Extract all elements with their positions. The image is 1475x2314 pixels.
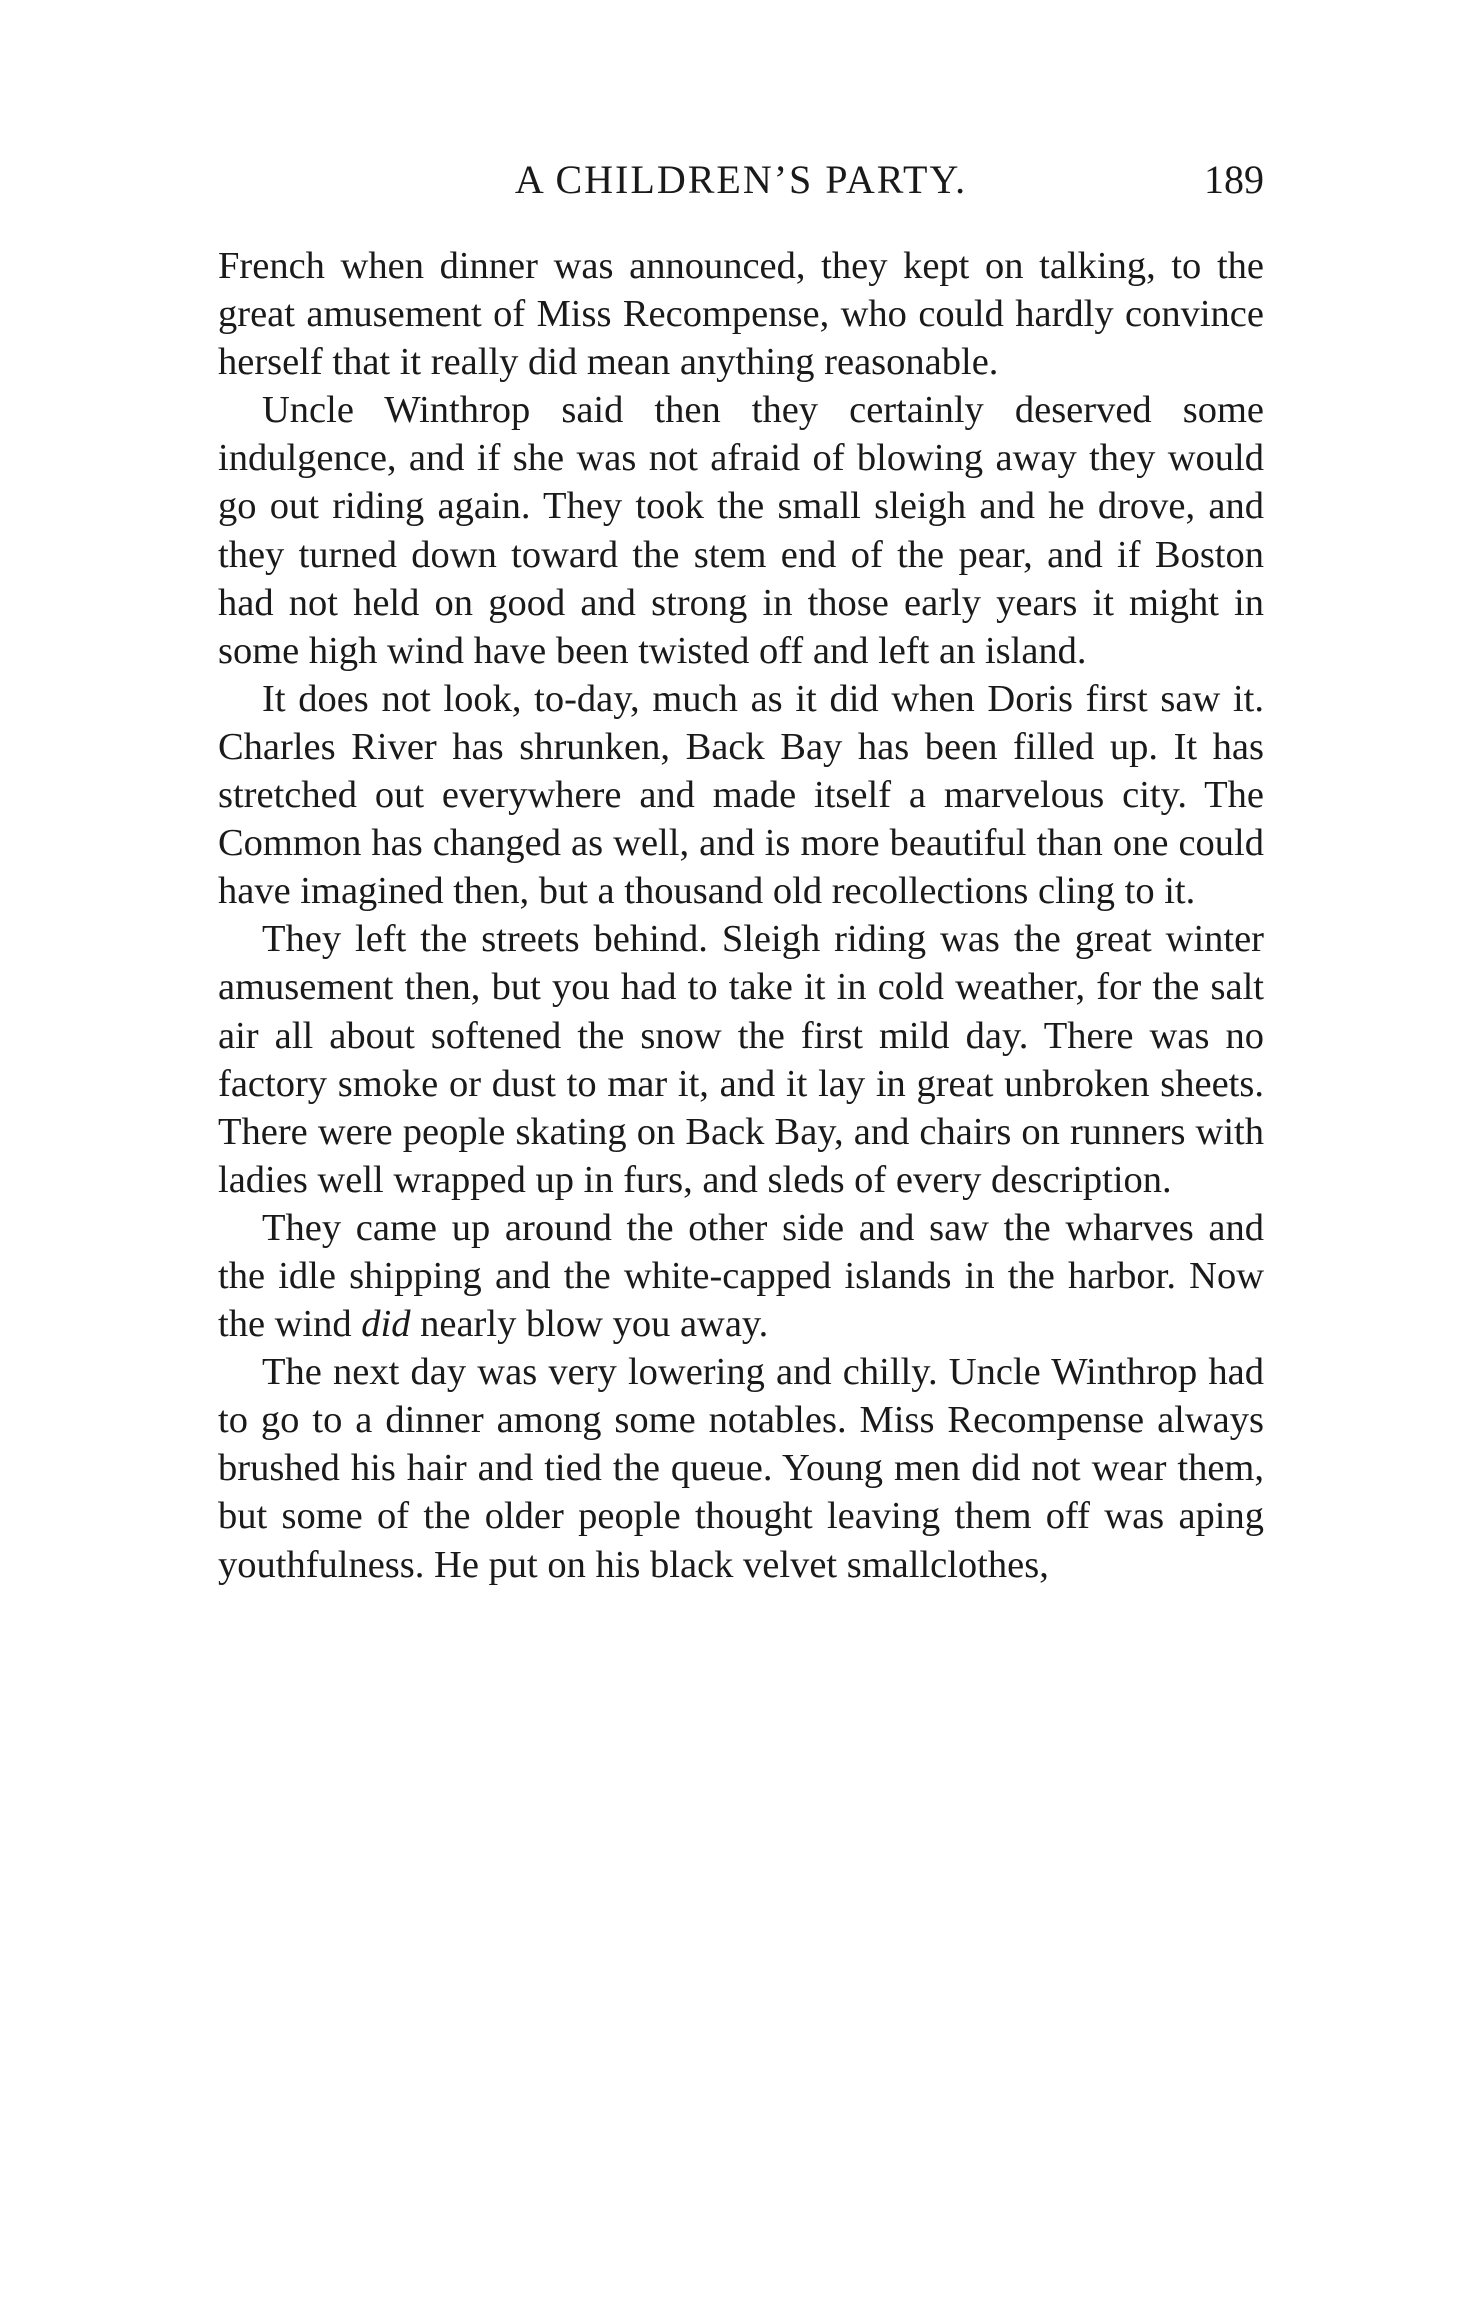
paragraph-text: They came up around the other side and saw the wharves and the idle shipping and the white-capped islands in the harbor. Now the wind [218,1206,1264,1346]
paragraph: They left the streets behind. Sleigh riding was the great winter amusement then, but you had to take it in cold weather, for the salt air all about softened the snow the first mild day. There was no factory smoke or dust to mar it, and it lay in great unbroken sheets. There were people skating on Back Bay, and chairs on runners with ladies well wrapped up in furs, and sleds of every description. [218,918,1264,1201]
emphasized-word: did [361,1303,411,1346]
page-header [218,150,1264,210]
page-number: 189 [1204,157,1264,202]
paragraph: It does not look, to-day, much as it did when Doris first saw it. Charles River has shrunken, Back Bay has been filled up. It has stretched out everywhere and made itself a marvelous city. The Common has changed as well, and is more beautiful than one could have imagined then, but a thousand old recollections cling to it. [218,677,1264,913]
paragraph-text: nearly blow you away. [410,1303,769,1346]
paragraph: The next day was very lowering and chilly. Uncle Winthrop had to go to a dinner among some notables. Miss Recompense always brushed his hair and tied the queue. Young men did not wear them, but some of the older people thought leaving them off was aping youthfulness. He put on his black velvet smallclothes, [218,1351,1264,1586]
paragraph [218,1204,1264,1348]
paragraph: French when dinner was announced, they kept on talking, to the great amusement of Miss Recompense, who could hardly convince herself that it really did mean anything reasonable. [218,245,1264,384]
running-title: A CHILDREN’S PARTY. [514,157,968,202]
paragraph: Uncle Winthrop said then they certainly deserved some indulgence, and if she was not afraid of blowing away they would go out riding again. They took the small sleigh and he drove, and they turned down toward the stem end of the pear, and if Boston had not held on good and strong in those early years it might in some high wind have been twisted off and left an island. [218,389,1264,672]
body-text [218,242,1264,1589]
